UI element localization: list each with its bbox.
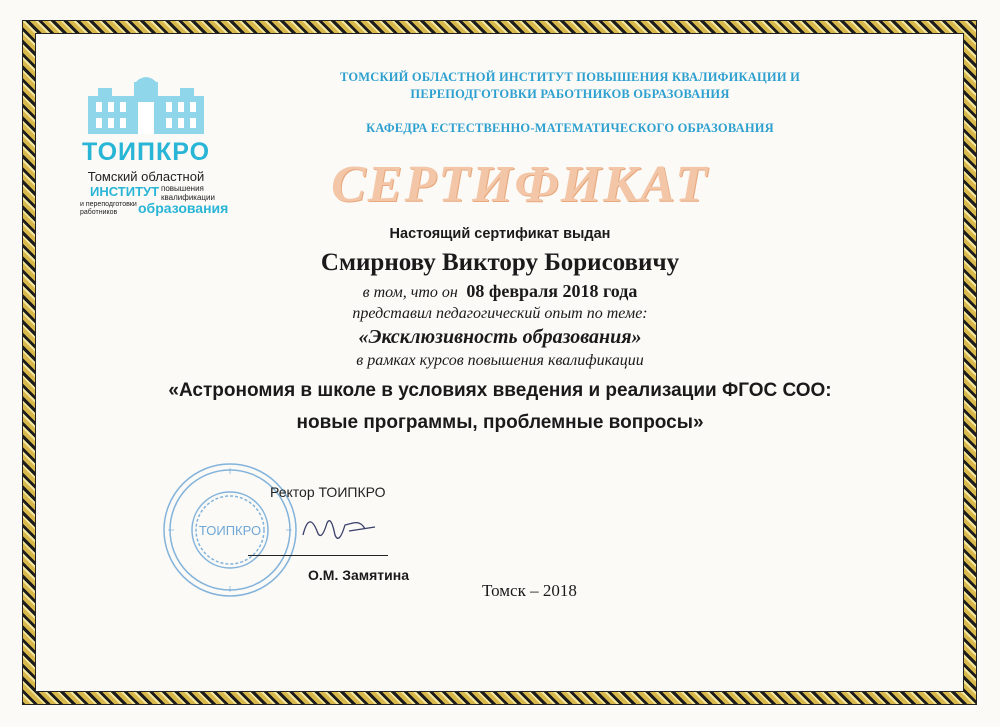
date-value: 08 февраля 2018 года	[466, 281, 638, 301]
rector-name: О.М. Замятина	[308, 567, 410, 583]
logo-povysheniya: повышения	[161, 184, 204, 193]
signature-line	[248, 555, 388, 556]
stamp-center-text: ТОИПКРО	[198, 523, 262, 538]
department: КАФЕДРА ЕСТЕСТВЕННО-МАТЕМАТИЧЕСКОГО ОБРАЗОВАНИЯ	[366, 121, 774, 135]
org-line1: ТОМСКИЙ ОБЛАСТНОЙ ИНСТИТУТ ПОВЫШЕНИЯ КВАЛИФИКАЦИИ И	[339, 70, 801, 84]
institute-logo	[76, 72, 229, 216]
logo-retraining	[80, 201, 137, 217]
logo-line1: Томский областной	[87, 169, 205, 184]
date-prefix: в том, что он	[362, 284, 458, 301]
handwritten-signature	[295, 505, 385, 555]
course-title-line1: «Астрономия в школе в условиях введения и реализации ФГОС СОО:	[168, 380, 832, 401]
logo-institute: ИНСТИТУТ	[90, 184, 160, 199]
building-icon	[76, 72, 216, 136]
date-line	[0, 281, 1000, 302]
recipient-name: Смирнову Виктору Борисовичу	[320, 249, 680, 276]
logo-kvalifikatsii: квалификации	[161, 193, 215, 202]
course-frame: в рамках курсов повышения квалификации	[356, 352, 644, 369]
logo-pere2: работников	[80, 209, 118, 216]
issued-to: Настоящий сертификат выдан	[389, 226, 611, 242]
logo-pere1: и переподготовки	[80, 201, 137, 208]
logo-brand: ТОИПКРО	[81, 138, 211, 166]
presented-text: представил педагогический опыт по теме:	[352, 305, 648, 322]
official-stamp	[160, 460, 300, 600]
org-line2: ПЕРЕПОДГОТОВКИ РАБОТНИКОВ ОБРАЗОВАНИЯ	[410, 87, 730, 101]
logo-education: образования	[138, 200, 229, 216]
rector-title: Ректор ТОИПКРО	[270, 484, 386, 500]
city-year: Томск – 2018	[482, 581, 577, 600]
topic: «Эксклюзивность образования»	[358, 326, 642, 348]
course-title-line2: новые программы, проблемные вопросы»	[296, 412, 704, 433]
certificate-title: СЕРТИФИКАТ	[331, 156, 709, 213]
